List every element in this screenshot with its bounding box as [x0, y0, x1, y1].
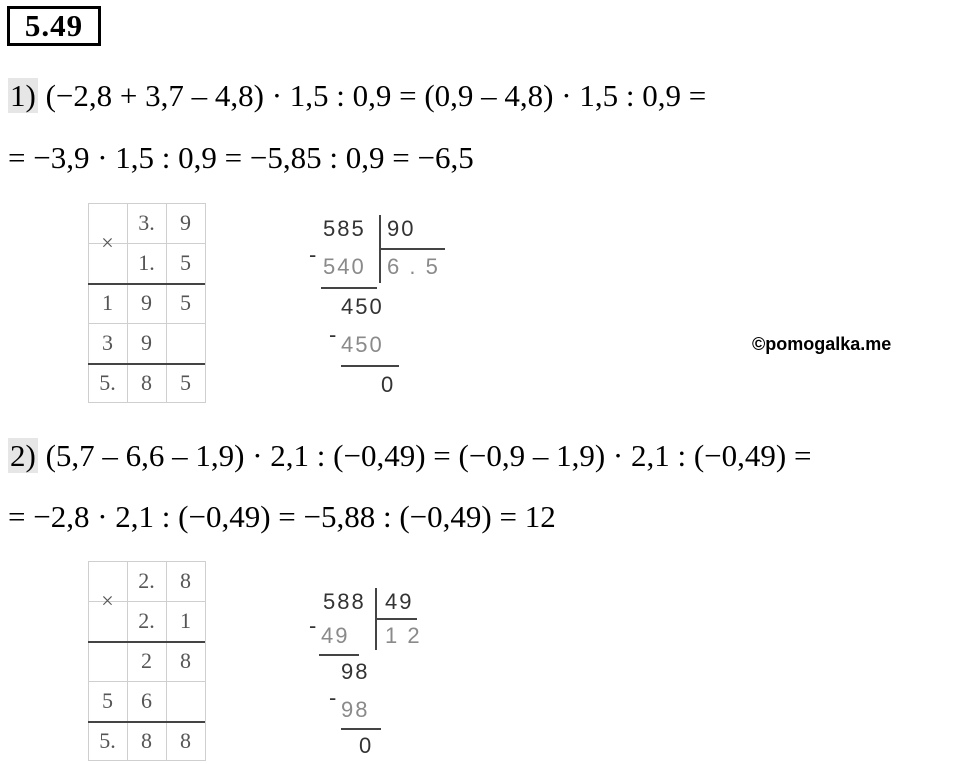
mult-cell: 1	[102, 290, 113, 315]
mult-sign: ×	[101, 588, 114, 613]
minus-sign: -	[309, 613, 319, 638]
quotient: 6 . 5	[387, 254, 440, 279]
part1-long-division	[305, 215, 465, 397]
part1-label: 1)	[10, 78, 36, 113]
mult-cell: 5.	[99, 370, 116, 395]
dividend: 588	[323, 589, 366, 614]
part1-equation-1: (−2,8 + 3,7 – 4,8) · 1,5 : 0,9 = (0,9 – 4,8) · 1,5 : 0,9 =	[45, 78, 707, 113]
mult-cell: 1	[180, 608, 191, 633]
part1-line2: = −3,9 · 1,5 : 0,9 = −5,85 : 0,9 = −6,5	[8, 140, 474, 175]
remainder: 450	[341, 294, 384, 319]
part2-equation-1: (5,7 – 6,6 – 1,9) · 2,1 : (−0,49) = (−0,9 – 1,9) · 2,1 : (−0,49) =	[45, 438, 812, 473]
part2-long-division	[305, 588, 465, 758]
watermark: ©pomogalka.me	[752, 334, 892, 354]
mult-cell: 8	[180, 568, 191, 593]
mult-cell: 5	[180, 290, 191, 315]
mult-cell: 8	[180, 728, 191, 753]
mult-cell: 3	[102, 330, 113, 355]
subtrahend: 540	[323, 254, 366, 279]
final-remainder: 0	[381, 372, 396, 397]
mult-cell: 5	[180, 370, 191, 395]
mult-cell: 8	[180, 648, 191, 673]
mult-cell: 2.	[138, 568, 155, 593]
part1-line1	[8, 76, 706, 116]
mult-cell: 9	[141, 290, 152, 315]
mult-cell: 2.	[138, 608, 155, 633]
mult-cell: 9	[180, 210, 191, 235]
subtrahend: 98	[341, 697, 370, 722]
minus-sign: -	[329, 322, 339, 347]
mult-cell: 9	[141, 330, 152, 355]
subtrahend: 450	[341, 332, 384, 357]
dividend: 585	[323, 216, 366, 241]
mult-cell: 1.	[138, 250, 155, 275]
mult-cell: 8	[141, 370, 152, 395]
part2-multiplication-grid	[88, 561, 205, 761]
divisor: 49	[385, 589, 414, 614]
mult-cell: 2	[141, 648, 152, 673]
final-remainder: 0	[359, 733, 374, 758]
part2-line2: = −2,8 · 2,1 : (−0,49) = −5,88 : (−0,49) = 12	[8, 499, 556, 534]
minus-sign: -	[309, 242, 319, 267]
subtrahend: 49	[321, 623, 350, 648]
mult-cell: 5	[180, 250, 191, 275]
mult-cell: 5	[102, 688, 113, 713]
mult-cell: 6	[141, 688, 152, 713]
mult-cell: 8	[141, 728, 152, 753]
problem-number: 5.49	[7, 6, 101, 46]
mult-cell: 5.	[99, 728, 116, 753]
part2-line1	[8, 436, 811, 476]
quotient: 1 2	[385, 623, 422, 648]
divisor: 90	[387, 216, 416, 241]
part1-multiplication-grid	[88, 203, 205, 403]
remainder: 98	[341, 659, 370, 684]
mult-sign: ×	[101, 230, 114, 255]
mult-cell: 3.	[138, 210, 155, 235]
minus-sign: -	[329, 685, 339, 710]
part2-label: 2)	[10, 438, 36, 473]
